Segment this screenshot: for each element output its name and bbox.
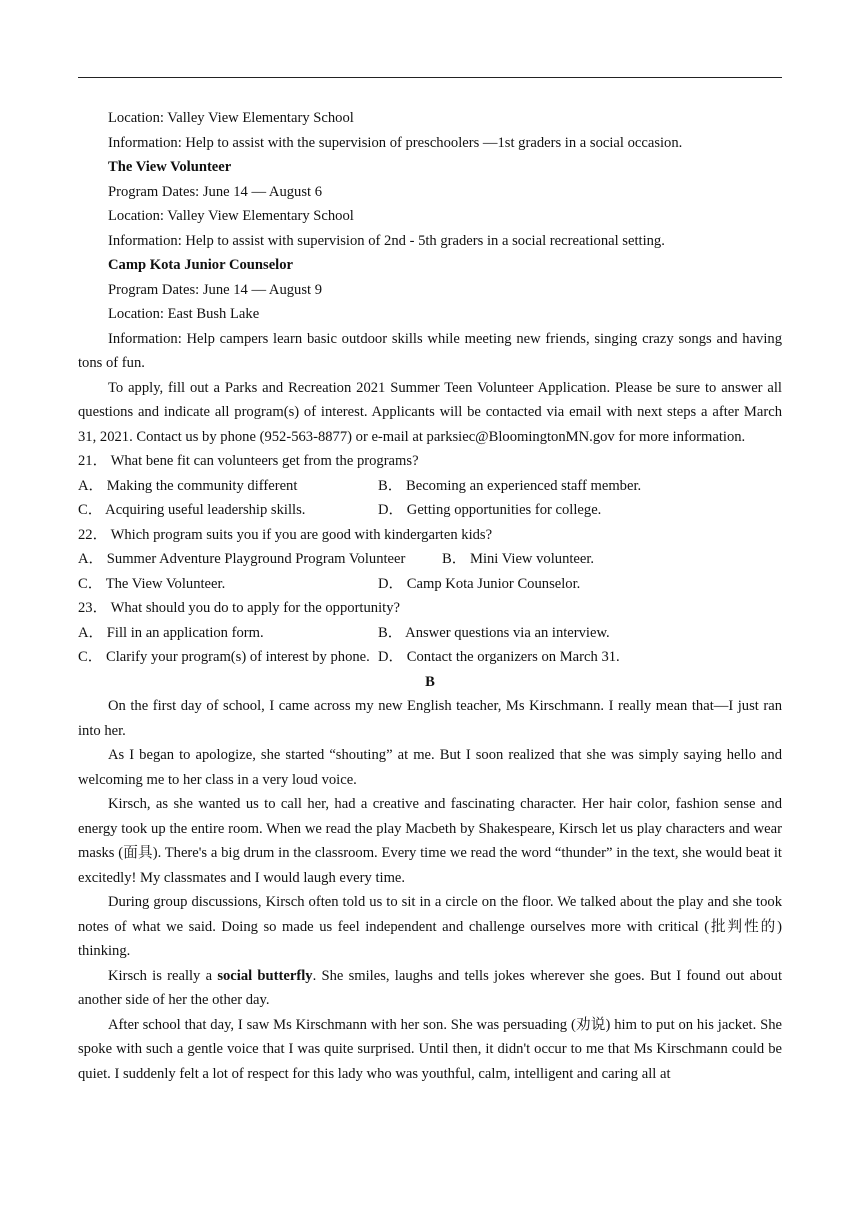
option-a: A． Fill in an application form.: [78, 624, 264, 641]
story-paragraph-5: [78, 964, 782, 1013]
location-line: Location: Valley View Elementary School: [108, 208, 354, 224]
option-b: B． Answer questions via an interview.: [378, 624, 610, 641]
information-line: Information: Help to assist with the supervision of preschoolers —1st graders in a social occasion.: [108, 134, 683, 151]
highlighted-phrase: social butterfly: [217, 967, 313, 984]
program-dates-line: Program Dates: June 14 — August 9: [108, 281, 323, 298]
question-22-stem: 22． Which program suits you if you are good with kindergarten kids?: [78, 526, 493, 543]
option-b: B． Mini View volunteer.: [442, 551, 595, 567]
question-21-stem: 21． What bene fit can volunteers get from the programs?: [78, 453, 419, 469]
option-d: D． Contact the organizers on March 31.: [378, 649, 620, 665]
option-c: C． Clarify your program(s) of interest by phone.: [78, 649, 370, 665]
question-21-options-row: [78, 498, 782, 523]
program-title-view-volunteer: The View Volunteer: [108, 159, 232, 175]
option-a: A． Making the community different: [78, 477, 298, 494]
option-d: D． Getting opportunities for college.: [378, 502, 602, 518]
question-23-stem: 23． What should you do to apply for the opportunity?: [78, 600, 400, 616]
location-line: Location: Valley View Elementary School: [108, 110, 354, 126]
option-c: C． Acquiring useful leadership skills.: [78, 502, 306, 518]
question-22-options-row: [78, 547, 782, 572]
location-line: Location: East Bush Lake: [108, 306, 260, 322]
document-page: [78, 106, 782, 1086]
story-paragraph-1: On the first day of school, I came across my new English teacher, Ms Kirschmann. I really mean that—I just ran into her.: [78, 698, 782, 739]
question-22-options-row: [78, 572, 782, 597]
question-23-options-row: [78, 645, 782, 670]
story-paragraph-3: Kirsch, as she wanted us to call her, had a creative and fascinating character. Her hair color, fashion sense and energy took up the entire room. When we read the play Macbeth by Shakespeare, Kirsch let us play characters and wear masks (面具). There's a big drum in the classroom. Every time we read the word “thunder” in the text, she would beat it excitedly! My classmates and I would laugh every time.: [78, 796, 782, 886]
question-21-options-row: [78, 474, 782, 499]
option-d: D． Camp Kota Junior Counselor.: [378, 575, 581, 592]
apply-instructions-paragraph: To apply, fill out a Parks and Recreation 2021 Summer Teen Volunteer Application. Please be sure to answer all questions and indicate all program(s) of interest. Applicants will be contacted via email with next steps a after March 31, 2021. Contact us by phone (952-563-8877) or e-mail at parksiec@BloomingtonMN.gov for more information.: [78, 379, 782, 445]
question-23-options-row: [78, 621, 782, 646]
program-dates-line: Program Dates: June 14 — August 6: [108, 183, 323, 200]
camp-information-paragraph: Information: Help campers learn basic outdoor skills while meeting new friends, singing crazy songs and having tons of fun.: [78, 330, 782, 371]
story-paragraph-6: After school that day, I saw Ms Kirschmann with her son. She was persuading (劝说) him to put on his jacket. She spoke with such a gentle voice that I was quite surprised. Until then, it didn't occur to me that Ms Kirschmann could be quiet. I suddenly felt a lot of respect for this lady who was youthful, calm, intelligent and caring all at: [78, 1016, 782, 1082]
story-paragraph-2: As I began to apologize, she started “shouting” at me. But I soon realized that she was simply saying hello and welcoming me to her class in a very loud voice.: [78, 747, 782, 788]
option-b: B． Becoming an experienced staff member.: [378, 477, 642, 494]
program-title-camp-kota: Camp Kota Junior Counselor: [108, 257, 294, 273]
information-line: Information: Help to assist with supervision of 2nd - 5th graders in a social recreational setting.: [108, 232, 665, 249]
option-a: A． Summer Adventure Playground Program Volunteer: [78, 551, 406, 567]
header-rule: [78, 77, 782, 78]
story-paragraph-4: During group discussions, Kirsch often told us to sit in a circle on the floor. We talked about the play and she took notes of what we said. Doing so made us feel independent and challenge ourselves more with critical (批判性的) thinking.: [78, 894, 782, 959]
story-text: . She smiles, laughs and tells jokes wherever she goes. But I found out about another side of her the other day.: [78, 967, 782, 1008]
option-c: C． The View Volunteer.: [78, 575, 226, 592]
section-b-heading: B: [425, 673, 435, 690]
story-text: Kirsch is really a: [108, 967, 218, 984]
